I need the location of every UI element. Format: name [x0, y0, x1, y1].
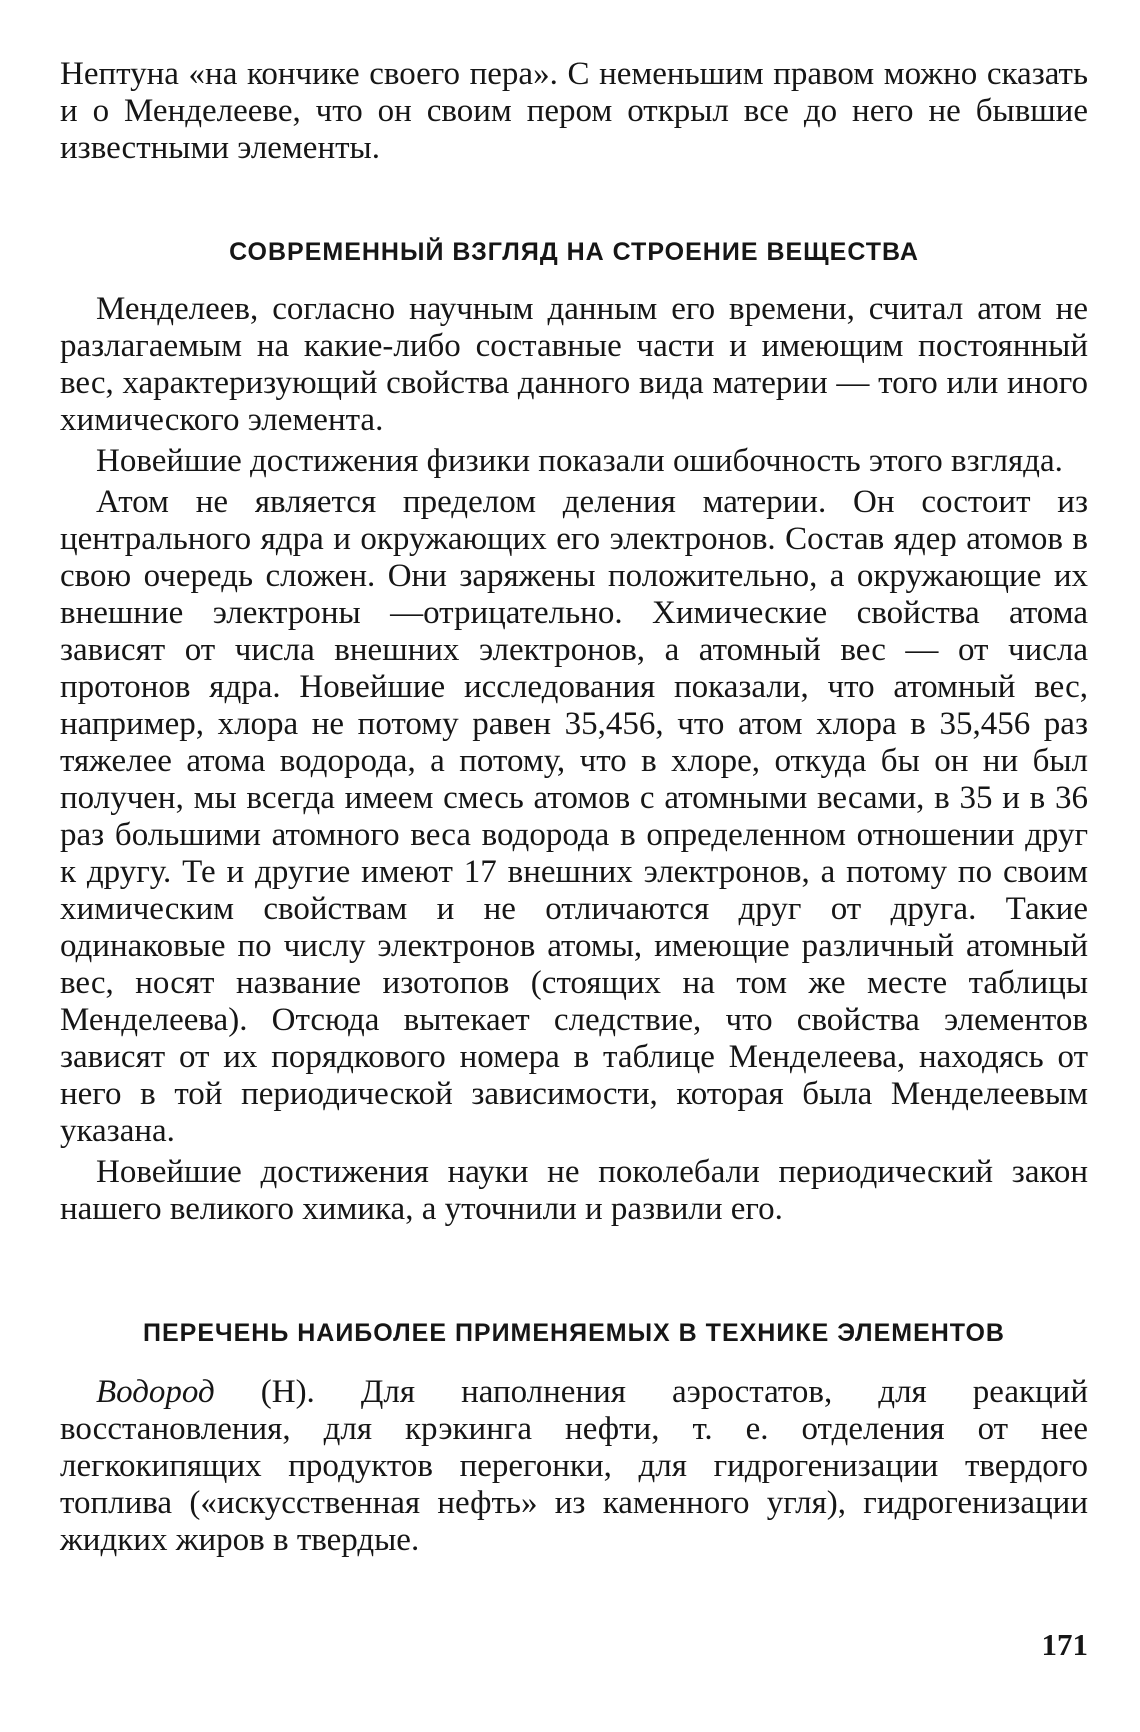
entry-text: (Н). Для наполнения аэростатов, для реакций восстановления, для крэкинга нефти, т. е. отделения от нее легкокипящих продуктов перегонки, для гидрогенизации твердого топлива («искусственная нефть» из каменного угля), гидрогенизации жидких жиров в твердые.: [60, 1374, 1088, 1558]
paragraph-physics-achievements: Новейшие достижения физики показали ошибочность этого взгляда.: [96, 443, 1063, 479]
paragraph-mendeleev-view: Менделеев, согласно научным данным его времени, считал атом не разлагаемым на какие-либо составные части и имеющим постоянный вес, характеризующий свойства данного вида материи — того или иного химического элемента.: [60, 291, 1088, 438]
paragraph-periodic-law: Новейшие достижения науки не поколебали периодический закон нашего великого химика, а уточнили и развили его.: [60, 1154, 1088, 1227]
section-heading-structure: СОВРЕМЕННЫЙ ВЗГЛЯД НА СТРОЕНИЕ ВЕЩЕСТВА: [229, 238, 919, 266]
continuation-paragraph: Нептуна «на кончике своего пера». С неменьшим правом можно сказать и о Менделееве, что он своим пером открыл все до него не бывшие известными элементы.: [60, 56, 1088, 166]
entry-term: Водород: [96, 1374, 215, 1410]
page-number: 171: [1041, 1627, 1088, 1662]
paragraph-atom-structure: Атом не является пределом деления материи. Он состоит из центрального ядра и окружающих его электронов. Состав ядер атомов в свою очередь сложен. Они заряжены положительно, а окружающие их внешние электроны —отрицательно. Химические свойства атома зависят от числа внешних электронов, а атомный вес — от числа протонов ядра. Новейшие исследования показали, что атомный вес, например, хлора не потому равен 35,456, что атом хлора в 35,456 раз тяжелее атома водорода, а потому, что в хлоре, откуда бы он ни был получен, мы всегда имеем смесь атомов с атомными весами, в 35 и в 36 раз большими атомного веса водорода в определенном отношении друг к другу. Те и другие имеют 17 внешних электронов, а потому по своим химическим свойствам и не отличаются друг от друга. Такие одинаковые по числу электронов атомы, имеющие различный атомный вес, носят название изотопов (стоящих на том же месте таблицы Менделеева). Отсюда вытекает следствие, что свойства элементов зависят от их порядкового номера в таблице Менделеева, находясь от него в той периодической зависимости, которая была Менделеевым указана.: [60, 484, 1088, 1149]
page-content: [60, 56, 1088, 1559]
section-heading-elements-list: ПЕРЕЧЕНЬ НАИБОЛЕЕ ПРИМЕНЯЕМЫХ В ТЕХНИКЕ ЭЛЕМЕНТОВ: [143, 1319, 1005, 1347]
entry-hydrogen: [60, 1374, 1088, 1559]
